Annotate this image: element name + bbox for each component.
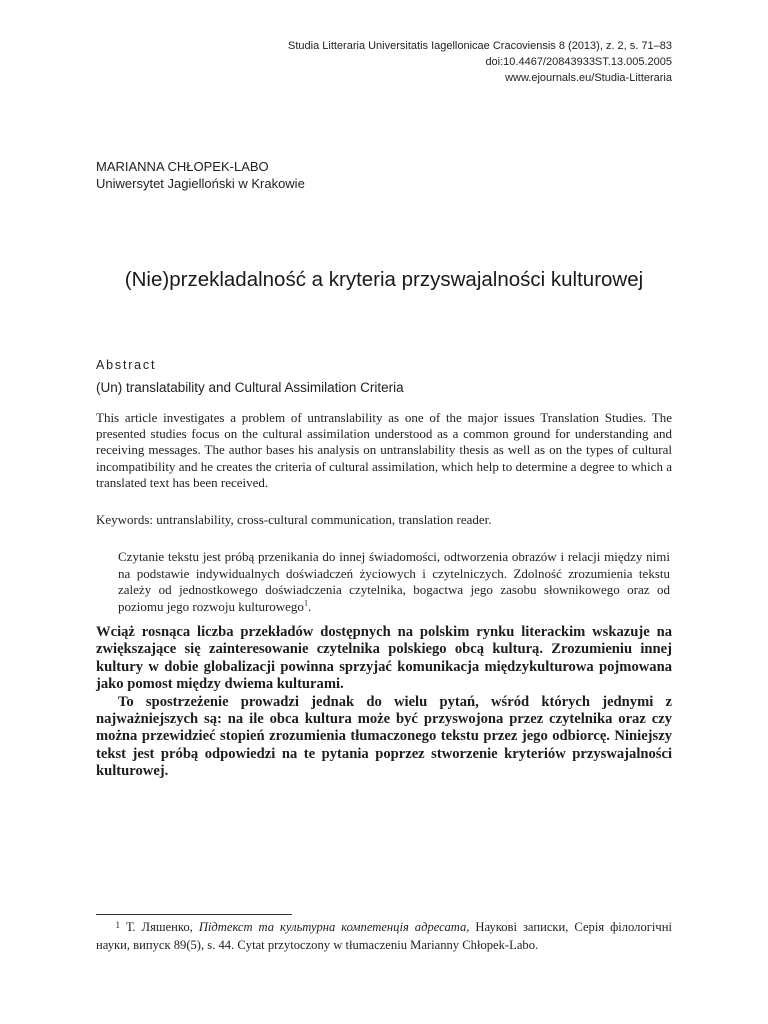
quote-text: Czytanie tekstu jest próbą przenikania do innej świadomości, odtworzenia obrazów i relacji między nimi na podstawie indywidualnych doświadczeń życiowych i czytelniczych. Zdolność zrozumienia tekstu zależy od jednostkowego doświadczenia czytelnika, bogactwa jego zasobu słownikowego oraz od poziomu jego rozwoju kulturowego xyxy=(118,549,670,614)
body-text xyxy=(96,624,672,781)
body-paragraph-1: Wciąż rosnąca liczba przekładów dostępnych na polskim rynku literackim wskazuje na zwiększające się zainteresowanie czytelnika polskiego obcą kulturą. Zrozumieniu innej kultury w dobie globalizacji powinna sprzyjać komunikacja międzykulturowa pojmowana jako pomost między dwiema kulturami. xyxy=(96,624,672,693)
footnote xyxy=(96,918,672,954)
journal-header xyxy=(288,38,672,86)
epigraph-quote xyxy=(118,549,670,615)
footnote-prefix: Т. Ляшенко, xyxy=(126,920,199,934)
journal-citation: Studia Litteraria Universitatis Iagellonicae Cracoviensis 8 (2013), z. 2, s. 71–83 xyxy=(288,40,672,52)
journal-url: www.ejournals.eu/Studia-Litteraria xyxy=(505,72,672,84)
body-paragraph-2: To spostrzeżenie prowadzi jednak do wielu pytań, wśród których jednymi z najważniejszych są: na ile obca kultura może być przyswojona przez czytelnika oraz czy można przewidzieć stopień zrozumienia tłumaczonego tekstu przez jego odbiorcę. Niniejszy tekst jest próbą odpowiedzi na te pytania poprzez stworzenie kryteriów przyswajalności kulturowej. xyxy=(96,693,672,780)
doi: doi:10.4467/20843933ST.13.005.2005 xyxy=(485,56,672,68)
footnote-number: 1 xyxy=(115,920,120,930)
keywords: Keywords: untranslability, cross-cultural communication, translation reader. xyxy=(96,512,492,527)
author-affiliation: Uniwersytet Jagielloński w Krakowie xyxy=(96,176,305,191)
footnote-number-wrap xyxy=(96,918,120,936)
abstract-subtitle: (Un) translatability and Cultural Assimilation Criteria xyxy=(96,380,404,395)
quote-end: . xyxy=(307,598,312,614)
article-title: (Nie)przekladalność a kryteria przyswajalności kulturowej xyxy=(124,268,644,291)
footnote-divider xyxy=(96,914,292,915)
author-name: MARIANNA CHŁOPEK-LABO xyxy=(96,159,269,174)
abstract-heading: Abstract xyxy=(96,358,157,372)
footnote-title: Підтекст та культурна компетенція адресата xyxy=(198,920,467,934)
footnote-suffix: , Наукові записки, Серія філологічні науки, випуск 89(5), s. 44. Cytat przytoczony w tłumaczeniu Marianny Chłopek-Labo. xyxy=(96,920,672,952)
author-block xyxy=(96,158,305,192)
footnote-ref: 1 xyxy=(303,598,308,608)
abstract-text: This article investigates a problem of untranslability as one of the major issues Translation Studies. The presented studies focus on the cultural assimilation understood as a common ground for understanding and receiving messages. The author bases his analysis on untranslability thesis as well as on the types of cultural incompatibility and he creates the criteria of cultural assimilation, which help to determine a degree to which a translated text has been received. xyxy=(96,410,672,490)
